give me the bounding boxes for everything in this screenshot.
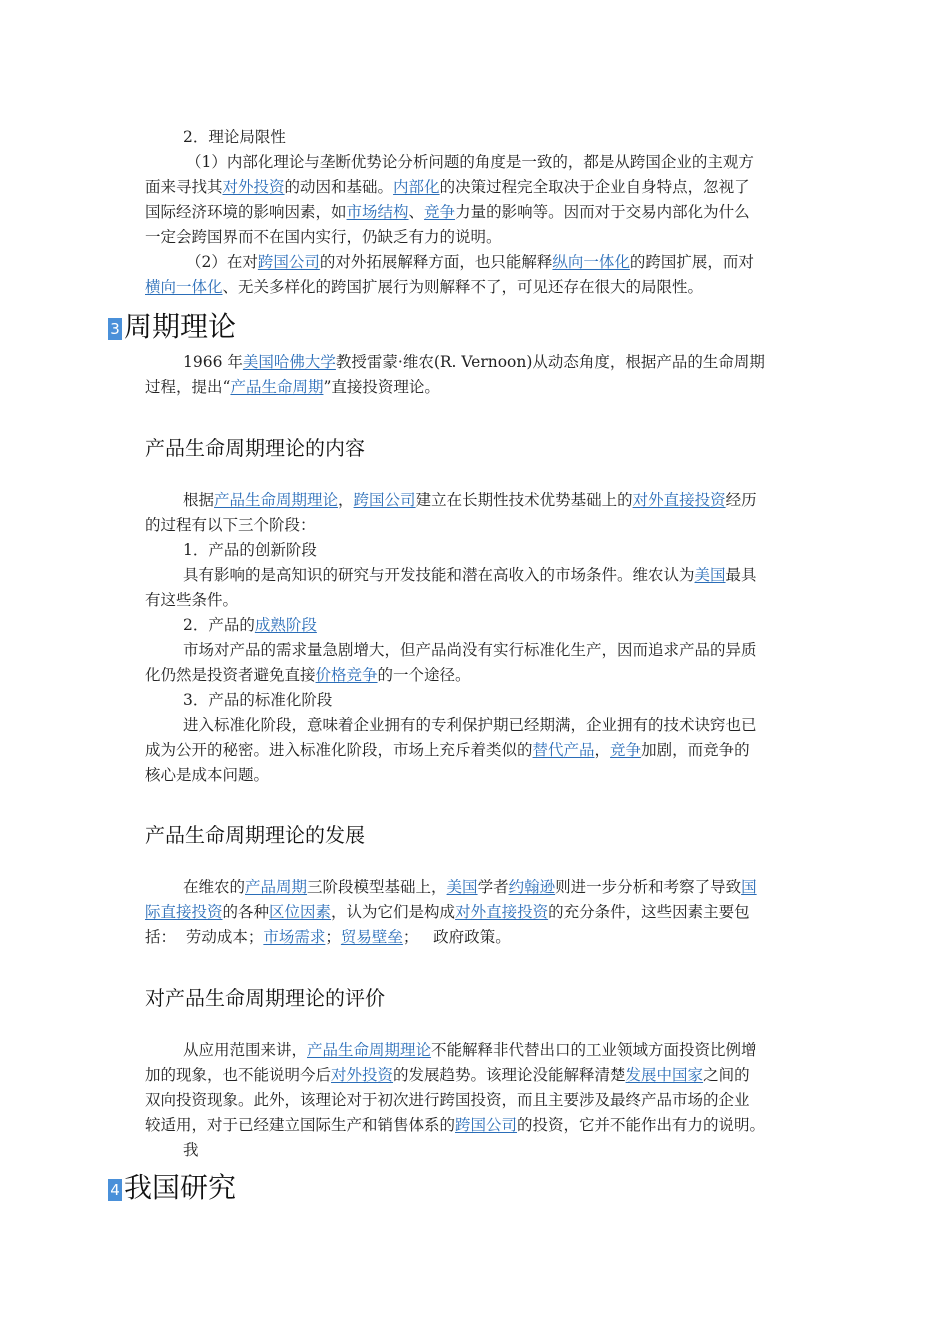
link-multinational[interactable]: 跨国公司 <box>257 253 320 271</box>
text-run: 根据 <box>183 491 215 509</box>
subsection-title: 对产品生命周期理论的评价 <box>145 986 385 1010</box>
link-plc-theory[interactable]: 产品生命周期理论 <box>307 1041 432 1059</box>
text-run: 较适用，对于已经建立国际生产和销售体系的 <box>145 1116 456 1134</box>
text-run: 加剧，而竞争的 <box>641 741 750 759</box>
link-international-fdi[interactable]: 际直接投资 <box>145 903 223 921</box>
text-run: 、无关多样化的跨国扩展行为则解释不了，可见还存在很大的局限性。 <box>222 278 704 296</box>
section-number-badge: 4 <box>108 1179 122 1201</box>
paragraph-line <box>145 177 750 197</box>
text-run: 的充分条件，这些因素主要包 <box>548 903 750 921</box>
text-run: 有这些条件。 <box>145 591 239 609</box>
text-run: 2．产品的 <box>183 616 255 634</box>
text-run: 的过程有以下三个阶段： <box>145 516 316 534</box>
text-run: 化仍然是投资者避免直接 <box>145 666 316 684</box>
text-run: 经历 <box>725 491 757 509</box>
link-internalization[interactable]: 内部化 <box>393 178 440 196</box>
link-maturity-stage[interactable]: 成熟阶段 <box>254 616 317 634</box>
link-product-life-cycle[interactable]: 产品生命周期 <box>230 378 324 396</box>
paragraph-line <box>145 902 750 922</box>
link-product-cycle[interactable]: 产品周期 <box>245 878 308 896</box>
text-run: 力量的影响等。因而对于交易内部化为什么 <box>455 203 750 221</box>
section-title: 我国研究 <box>124 1171 237 1204</box>
text-run: 的动因和基础。 <box>284 178 394 196</box>
paragraph-line <box>145 227 502 247</box>
text-run: 1．产品的创新阶段 <box>183 541 317 559</box>
link-horizontal-integration[interactable]: 横向一体化 <box>145 278 223 296</box>
text-run: 的一个途径。 <box>377 666 471 684</box>
stage-heading <box>183 690 332 710</box>
subsection-title: 产品生命周期理论的内容 <box>145 436 365 460</box>
link-foreign-investment[interactable]: 对外投资 <box>222 178 285 196</box>
text-run: 过程，提出“ <box>145 378 231 396</box>
paragraph-line <box>145 1115 765 1135</box>
text-run: 的决策过程完全取决于企业自身特点，忽视了 <box>439 178 750 196</box>
text-run: 的跨国扩展，而对 <box>629 253 754 271</box>
paragraph-line <box>183 490 757 510</box>
text-run: 最具 <box>725 566 757 584</box>
text-run: ”直接投资理论。 <box>323 378 440 396</box>
link-competition[interactable]: 竞争 <box>424 203 456 221</box>
text-run: 具有影响的是高知识的研究与开发技能和潜在高收入的市场条件。维农认为 <box>183 566 695 584</box>
text-run: 学者 <box>477 878 509 896</box>
subsection-title: 产品生命周期理论的发展 <box>145 823 365 847</box>
link-fdi[interactable]: 对外直接投资 <box>455 903 549 921</box>
text-run: 教授雷蒙·维农(R. Vernoon)从动态角度，根据产品的生命周期 <box>335 353 765 371</box>
section-heading-4 <box>108 1171 236 1205</box>
text-run: 市场对产品的需求量急剧增大，但产品尚没有实行标准化生产，因而追求产品的异质 <box>183 641 757 659</box>
link-harvard[interactable]: 美国哈佛大学 <box>242 353 336 371</box>
link-international-fdi[interactable]: 国 <box>741 878 757 896</box>
text-run: 不能解释非代替出口的工业领域方面投资比例增 <box>431 1041 757 1059</box>
paragraph-line <box>186 152 754 172</box>
paragraph-line <box>183 715 757 735</box>
text-run: 进入标准化阶段，意味着企业拥有的专利保护期已经期满，企业拥有的技术诀窍也已 <box>183 716 757 734</box>
text-run: 国际经济环境的影响因素，如 <box>145 203 347 221</box>
section-title: 周期理论 <box>124 310 237 343</box>
subsection-title-evaluation <box>145 985 385 1011</box>
paragraph-line <box>145 665 471 685</box>
text-run: 我 <box>183 1141 199 1159</box>
paragraph-line <box>145 765 269 785</box>
text-run: ，认为它们是构成 <box>331 903 456 921</box>
paragraph-line <box>183 1140 199 1160</box>
link-fdi[interactable]: 对外直接投资 <box>632 491 726 509</box>
paragraph-line <box>145 590 238 610</box>
text-run: 、 <box>408 203 425 221</box>
paragraph-line <box>186 252 754 272</box>
link-foreign-investment[interactable]: 对外投资 <box>331 1066 394 1084</box>
text-run: 3．产品的标准化阶段 <box>183 691 333 709</box>
text-run: 核心是成本问题。 <box>145 766 270 784</box>
paragraph-line <box>183 565 757 585</box>
text-run: （1）内部化理论与垄断优势论分析问题的角度是一致的，都是从跨国企业的主观方 <box>186 153 754 171</box>
link-substitute-products[interactable]: 替代产品 <box>532 741 595 759</box>
text-run: 建立在长期性技术优势基础上的 <box>415 491 633 509</box>
text-run: 一定会跨国界而不在国内实行，仍缺乏有力的说明。 <box>145 228 502 246</box>
link-johnson[interactable]: 约翰逊 <box>508 878 556 896</box>
paragraph-line <box>145 1090 750 1110</box>
text-run: 的对外拓展解释方面，也只能解释 <box>319 253 553 271</box>
subsection-heading <box>183 127 286 147</box>
link-market-structure[interactable]: 市场结构 <box>346 203 409 221</box>
text-run: ； <box>325 928 341 946</box>
text-run: ； 政府政策。 <box>402 928 511 946</box>
text-run: 成为公开的秘密。进入标准化阶段，市场上充斥着类似的 <box>145 741 533 759</box>
text-run: 括： 劳动成本； <box>145 928 264 946</box>
text-run: 之间的 <box>703 1066 750 1084</box>
paragraph-line <box>145 377 440 397</box>
paragraph-line <box>183 877 757 897</box>
stage-heading <box>183 540 317 560</box>
text-run: ， <box>594 741 611 759</box>
paragraph-line <box>145 515 316 535</box>
link-competition[interactable]: 竞争 <box>610 741 642 759</box>
link-usa[interactable]: 美国 <box>694 566 726 584</box>
subsection-title-development <box>145 822 365 848</box>
paragraph-line <box>183 640 757 660</box>
link-usa[interactable]: 美国 <box>446 878 478 896</box>
paragraph-line <box>145 202 750 222</box>
stage-heading <box>183 615 317 635</box>
section-heading-3 <box>108 310 236 344</box>
link-price-competition[interactable]: 价格竞争 <box>315 666 378 684</box>
paragraph-line <box>145 1065 750 1085</box>
paragraph-line <box>183 352 765 372</box>
text-run: 加的现象，也不能说明今后 <box>145 1066 332 1084</box>
text-run: （2）在对 <box>186 253 258 271</box>
link-multinational[interactable]: 跨国公司 <box>353 491 416 509</box>
link-multinational[interactable]: 跨国公司 <box>455 1116 518 1134</box>
section-number-badge: 3 <box>108 318 122 340</box>
paragraph-line <box>145 740 750 760</box>
text-run: 从应用范围来讲， <box>183 1041 308 1059</box>
text-run: 的投资，它并不能作出有力的说明。 <box>517 1116 766 1134</box>
text-run: 1966 年 <box>183 353 243 371</box>
paragraph-line <box>145 927 511 947</box>
text-run: 面来寻找其 <box>145 178 223 196</box>
text-run: 三阶段模型基础上， <box>307 878 447 896</box>
text-run: ， <box>338 491 354 509</box>
link-trade-barriers[interactable]: 贸易壁垒 <box>340 928 403 946</box>
link-location-factors[interactable]: 区位因素 <box>269 903 332 921</box>
paragraph-line <box>145 277 703 297</box>
text-run: 的各种 <box>222 903 270 921</box>
link-market-demand[interactable]: 市场需求 <box>263 928 326 946</box>
text-run: 双向投资现象。此外，该理论对于初次进行跨国投资，而且主要涉及最终产品市场的企业 <box>145 1091 750 1109</box>
link-plc-theory[interactable]: 产品生命周期理论 <box>214 491 339 509</box>
subsection-title-content <box>145 435 365 461</box>
text-run: 在维农的 <box>183 878 246 896</box>
text-run: 则进一步分析和考察了导致 <box>555 878 742 896</box>
paragraph-line <box>183 1040 757 1060</box>
link-developing-countries[interactable]: 发展中国家 <box>625 1066 704 1084</box>
subsection-heading-text: 2．理论局限性 <box>183 128 286 146</box>
link-vertical-integration[interactable]: 纵向一体化 <box>552 253 630 271</box>
text-run: 的发展趋势。该理论没能解释清楚 <box>393 1066 626 1084</box>
